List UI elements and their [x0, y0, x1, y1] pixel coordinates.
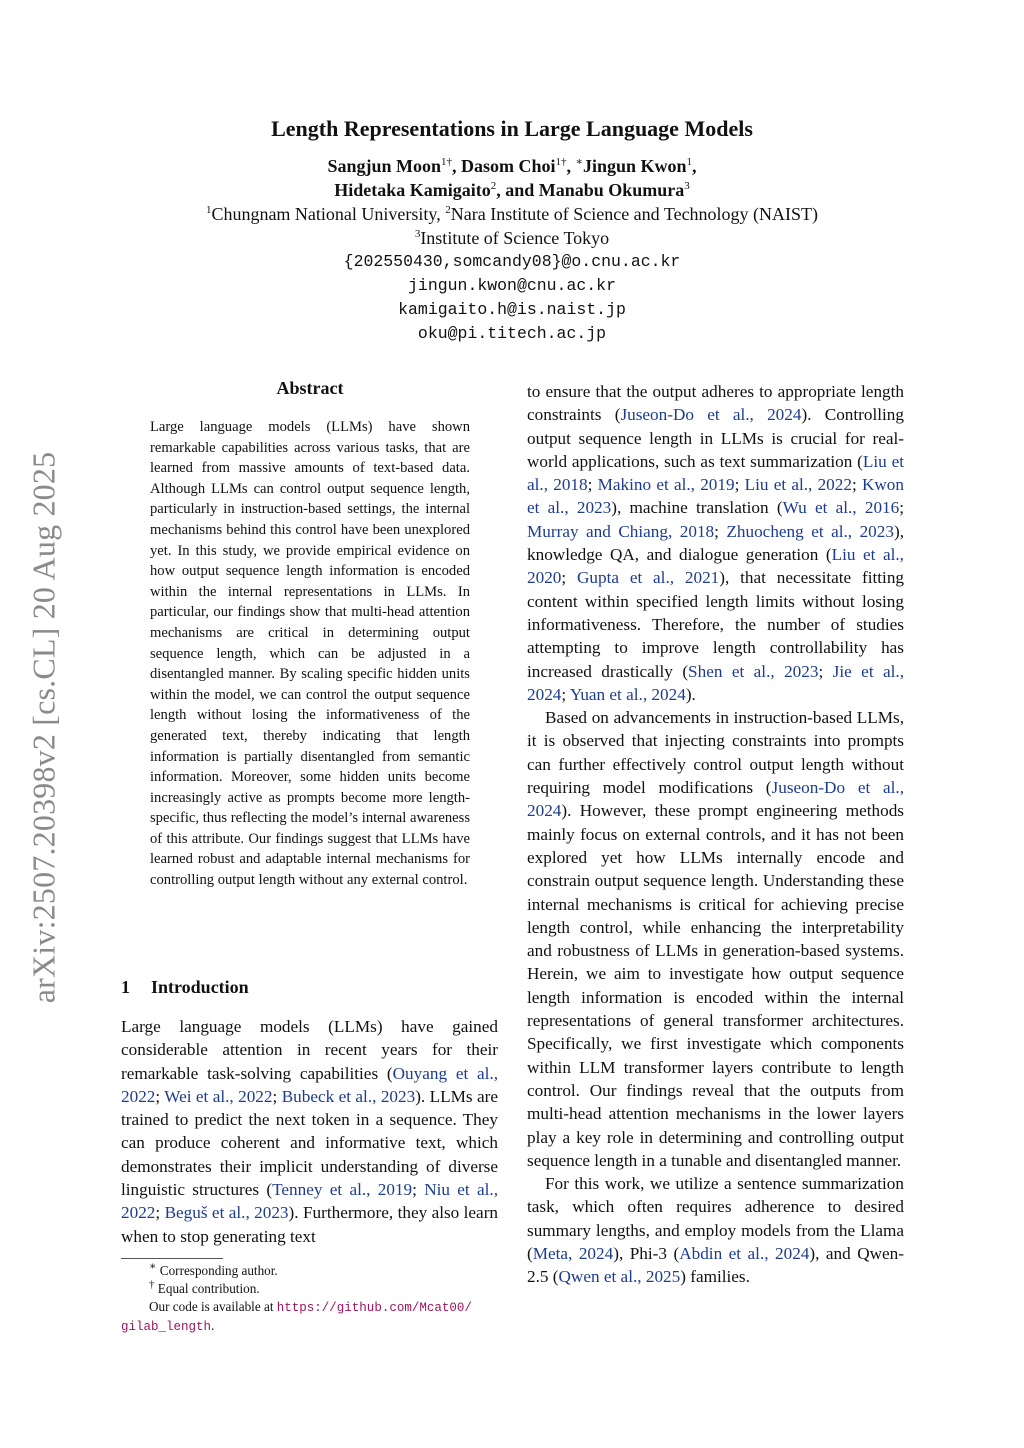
section-heading	[121, 977, 501, 998]
body-text: ;	[714, 521, 727, 541]
author-name: Sangjun Moon	[327, 156, 441, 176]
footnote-equal	[121, 1280, 501, 1298]
affiliation-line	[0, 226, 1024, 250]
intro-paragraph	[527, 706, 904, 1172]
footnote-mark: ∗	[149, 1260, 157, 1273]
body-text: ). Furthermore, they also learn when to stop generating text	[121, 1203, 499, 1246]
paper-title: Length Representations in Large Language Models	[271, 116, 753, 141]
arxiv-side-stamp	[20, 427, 68, 1027]
citation-link[interactable]: Tenney et al., 2019	[272, 1180, 413, 1200]
citation-link[interactable]: Qwen et al., 2025	[558, 1267, 681, 1287]
author-name: Manabu Okumura	[538, 180, 685, 200]
body-text: ;	[561, 684, 570, 704]
email-line: kamigaito.h@is.naist.jp	[398, 300, 626, 319]
body-text: ;	[734, 475, 745, 495]
body-text: ;	[851, 475, 862, 495]
abstract-text: Large language models (LLMs) have shown remarkable capabilities across various tasks, that are learned from massive amounts of text-based data. Although LLMs can control output sequence length, particularly in instruction-based settings, the internal mechanisms behind this control have been unexplored yet. In this study, we provide empirical evidence on how output sequence length information is encoded within the internal representations in LLMs. In particular, our findings show that multi-head attention mechanisms are critical in determining output sequence length, which can be adjusted in a disentangled manner. By scaling specific hidden units within the model, we can control the output sequence length without losing the informativeness of the generated text, thereby indicating that length information is partially disentangled from semantic information. Moreover, some hidden units become increasingly active as prompts become more length-specific, thus reflecting the model’s internal awareness of this attribute. Our findings suggest that LLMs have learned robust and adaptable internal mechanisms for controlling output length without any external control.	[150, 419, 470, 889]
footnote-text: Our code is available at	[149, 1299, 277, 1314]
body-text: ). However, these prompt engineering methods mainly focus on external controls, and it has not been explored yet how LLMs internally encode and constrain output sequence length. Understanding these internal mechanisms is critical for achieving precise length control, while enhancing the interpretability and robustness of LLMs in generation-based systems. Herein, we aim to investigate how output sequence length information is encoded within the internal representations of general transformer architectures. Specifically, we first investigate which components within LLM transformer layers contribute to length control. Our findings reveal that the outputs from multi-head attention mechanisms in the lower layers play a key role in determining and controlling output sequence length in a tunable and disentangled manner.	[527, 801, 904, 1170]
footnote-code	[121, 1298, 501, 1317]
citation-link[interactable]: Ouyang et al., 2022	[121, 1063, 498, 1106]
email-line: oku@pi.titech.ac.jp	[417, 324, 607, 343]
intro-paragraph	[527, 1172, 904, 1288]
citation-link[interactable]: Makino et al., 2019	[597, 475, 735, 495]
email-line: jingun.kwon@cnu.ac.kr	[408, 276, 616, 295]
body-text: For this work, we utilize a sentence summarization task, which often requires adherence to desired summary lengths, and employ models from the Llama (	[527, 1174, 904, 1263]
author-affil-mark: 1	[686, 156, 693, 168]
footnote-text: Equal contribution.	[154, 1281, 260, 1296]
citation-link[interactable]: Juseon-Do et al., 2024	[527, 778, 904, 821]
corresponding-mark: ∗	[575, 156, 583, 168]
citation-link[interactable]: Bubeck et al., 2023	[281, 1086, 416, 1106]
citation-link[interactable]: Shen et al., 2023	[688, 661, 819, 681]
affil-text: Nara Institute of Science and Technology (NAIST)	[450, 204, 819, 224]
code-url-link[interactable]: gilab_length	[121, 1320, 212, 1334]
affil-number: 3	[414, 228, 421, 240]
body-text: ).	[685, 684, 696, 704]
body-text: ), that necessitate fitting content within specified length limits without losing informativeness. Therefore, the number of studies attempting to improve length controllability has increased drastically (	[527, 568, 905, 681]
paper-header	[0, 116, 1024, 346]
author-affil-mark: 3	[684, 180, 690, 192]
citation-link[interactable]: Niu et al., 2022	[121, 1180, 498, 1223]
author-name: Dasom Choi	[461, 156, 556, 176]
body-text: ;	[272, 1086, 282, 1106]
body-text: ;	[412, 1180, 425, 1200]
footnote-text: .	[211, 1318, 215, 1333]
body-text: to ensure that the output adheres to appropriate length constraints (	[527, 382, 904, 425]
footnote-text: Corresponding author.	[156, 1263, 278, 1278]
body-text: ;	[155, 1086, 165, 1106]
intro-paragraph	[121, 1015, 498, 1248]
citation-link[interactable]: Wei et al., 2022	[164, 1086, 273, 1106]
body-text: ), Phi-3 (	[613, 1243, 680, 1263]
affil-number: 1	[205, 204, 212, 216]
footnote-divider	[121, 1258, 223, 1259]
author-name: Jingun Kwon	[583, 156, 687, 176]
citation-link[interactable]: Yuan et al., 2024	[569, 684, 686, 704]
footnotes	[121, 1262, 501, 1336]
body-text: ). Controlling output sequence length in LLMs is crucial for real-world applications, such as text summarization (	[527, 405, 904, 471]
abstract-block	[150, 378, 470, 891]
affil-number: 2	[445, 204, 451, 216]
affil-text: Institute of Science Tokyo	[420, 228, 610, 248]
body-text: ;	[155, 1203, 165, 1223]
body-text: Based on advancements in instruction-based LLMs, it is observed that injecting constraints into prompts can further effectively control output length without requiring model modifications (	[527, 708, 904, 798]
footnote-mark: †	[149, 1278, 155, 1291]
citation-link[interactable]: Meta, 2024	[532, 1243, 614, 1263]
footnote-code-cont	[121, 1317, 501, 1336]
left-column	[121, 1015, 498, 1248]
citation-link[interactable]: Beguš et al., 2023	[164, 1203, 289, 1223]
citation-link[interactable]: Gupta et al., 2021	[576, 568, 720, 588]
arxiv-identifier: arXiv:2507.20398v2 [cs.CL] 20 Aug 2025	[25, 451, 62, 1003]
intro-paragraph	[527, 380, 904, 706]
body-text: ;	[899, 498, 905, 518]
abstract-heading: Abstract	[276, 378, 344, 398]
citation-link[interactable]: Wu et al., 2016	[782, 498, 900, 518]
body-text: ;	[587, 475, 598, 495]
body-text: ) families.	[680, 1267, 750, 1287]
citation-link[interactable]: Liu et al., 2022	[744, 475, 852, 495]
author-affil-mark: 1†	[441, 156, 452, 168]
citation-link[interactable]: Jie et al., 2024	[527, 661, 905, 704]
body-text: ), knowledge QA, and dialogue generation (	[527, 521, 904, 565]
author-name: Hidetaka Kamigaito	[334, 180, 491, 200]
right-column	[527, 380, 904, 1289]
code-url-link[interactable]: https://github.com/Mcat00/	[276, 1301, 472, 1315]
affil-text: Chungnam National University,	[211, 204, 446, 224]
author-affil-mark: 1†	[555, 156, 567, 168]
footnote-corresponding	[121, 1262, 501, 1280]
author-list: Sangjun Moon$^{1\dagger}$, Dasom Choi$^{1\dagger}$, ∗Jingun Kwon$^1$, Hidetaka Kamigaito$^2$, and Manabu Okumura$^3$	[327, 156, 697, 200]
citation-link[interactable]: Murray and Chiang, 2018	[527, 521, 715, 541]
affiliation-line	[0, 202, 1024, 226]
section-title: Introduction	[151, 977, 249, 997]
body-text: ), machine translation (	[611, 498, 783, 518]
body-text: ;	[818, 661, 833, 681]
body-text: ). LLMs are trained to predict the next token in a sequence. They can produce coherent and informative text, which demonstrates their implicit understanding of diverse linguistic structures (	[121, 1086, 498, 1200]
section-number: 1	[121, 977, 130, 997]
author-separator: , and	[496, 180, 539, 200]
author-affil-mark: 2	[490, 180, 497, 192]
citation-link[interactable]: Kwon et al., 2023	[527, 475, 904, 518]
body-text: Large language models (LLMs) have gained considerable attention in recent years for their remarkable task-solving capabilities (	[121, 1017, 498, 1083]
citation-link[interactable]: Zhuocheng et al., 2023	[726, 521, 894, 541]
citation-link[interactable]: Liu et al., 2020	[527, 545, 904, 588]
citation-link[interactable]: Liu et al., 2018	[527, 451, 904, 495]
citation-link[interactable]: Abdin et al., 2024	[679, 1243, 810, 1263]
body-text: ;	[561, 568, 577, 588]
email-line: {202550430,somcandy08}@o.cnu.ac.kr	[343, 252, 681, 271]
citation-link[interactable]: Juseon-Do et al., 2024	[620, 405, 802, 425]
body-text: ), and Qwen-2.5 (	[527, 1243, 904, 1287]
